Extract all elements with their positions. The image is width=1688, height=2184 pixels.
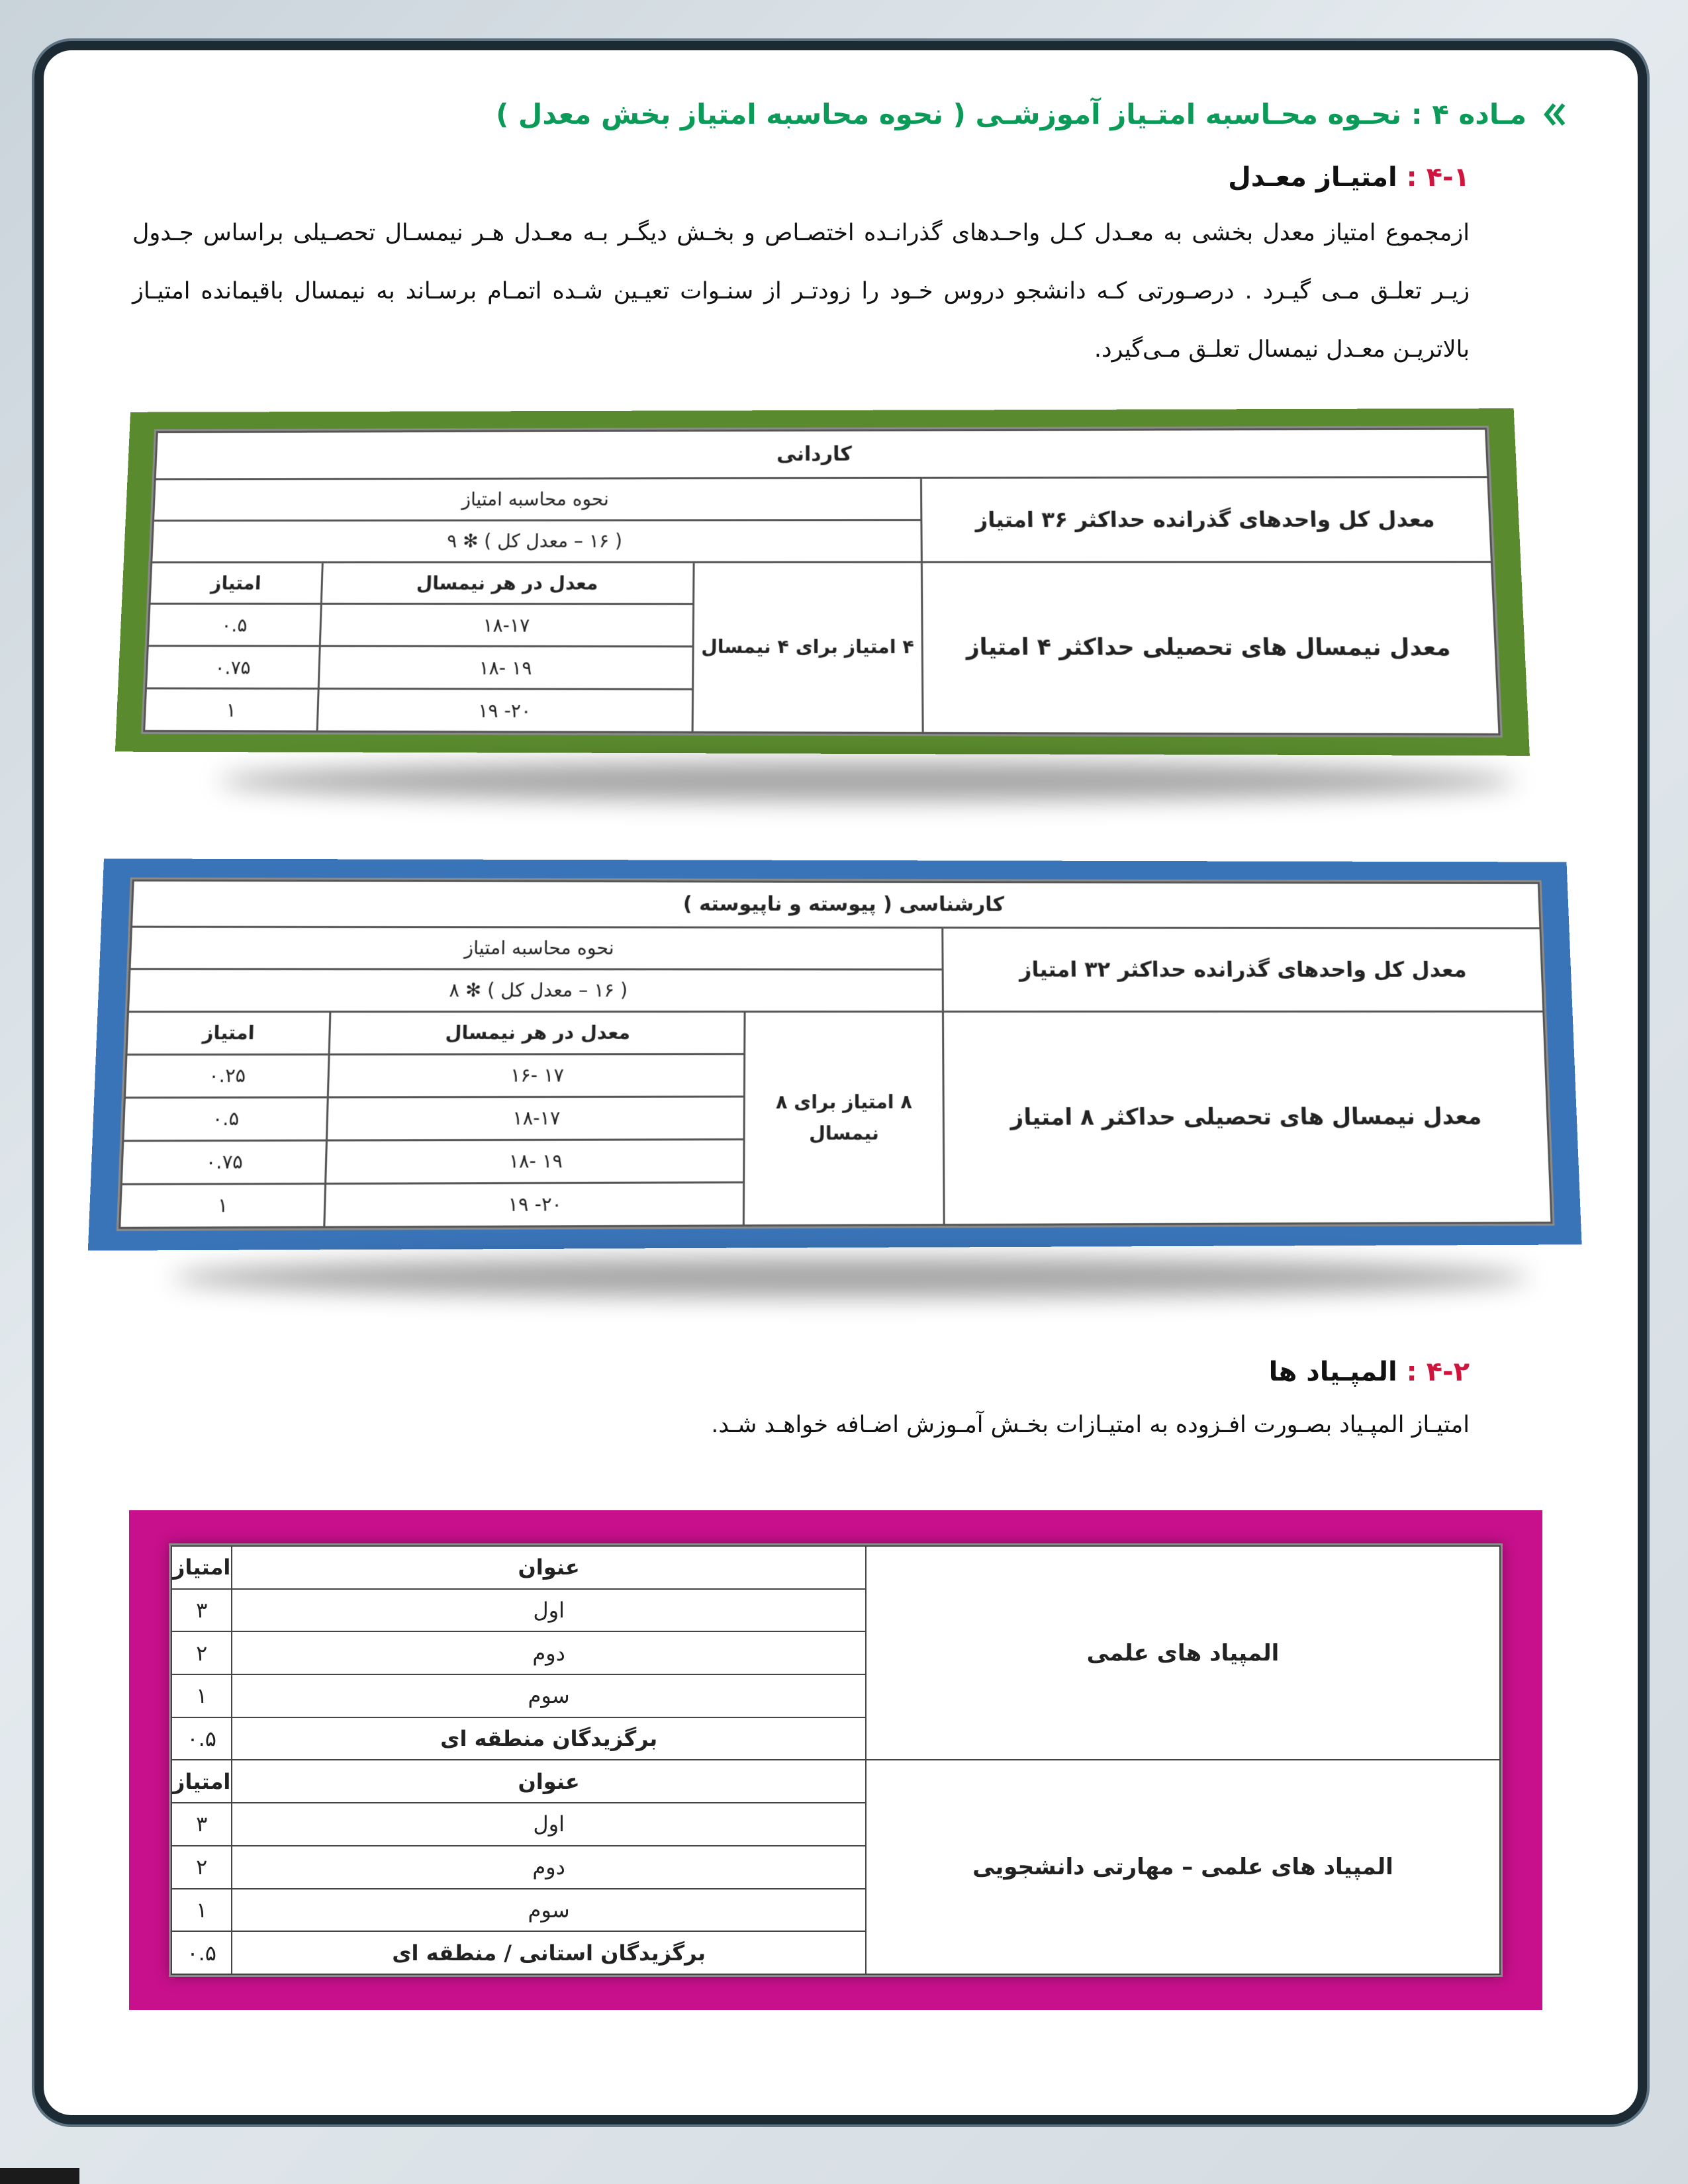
olympiad-col-score: امتیاز (171, 1546, 232, 1589)
section2-heading (1269, 1357, 1470, 1387)
karshenasi-shadow (172, 1257, 1529, 1297)
karshenasi-range: ۱۷ -۱۶ (328, 1054, 745, 1097)
karshenasi-col-avg: معدل در هر نیمسال (329, 1011, 745, 1054)
olympiad-score: ۳ (171, 1589, 232, 1632)
document-title (496, 98, 1569, 130)
kardani-range: ۱۸-۱۷ (320, 604, 694, 647)
karshenasi-semester-label: معدل نیمسال های تحصیلی حداکثر ۸ امتیاز (943, 1011, 1551, 1225)
karshenasi-range: ۱۸-۱۷ (326, 1097, 744, 1140)
olympiad-title: برگزیدگان منطقه ای (232, 1717, 866, 1760)
olympiad-score: ۱ (171, 1674, 232, 1717)
kardani-frame (115, 408, 1530, 756)
olympiad-col-title: عنوان (232, 1546, 866, 1589)
olympiad-title: دوم (232, 1846, 866, 1889)
olympiad-group-name: المپیاد های علمی – مهارتی دانشجویی (866, 1760, 1500, 1974)
karshenasi-range: ۲۰- ۱۹ (324, 1183, 744, 1228)
section1-heading (1228, 162, 1470, 193)
kardani-calc-header: نحوه محاسبه امتیاز (154, 478, 921, 520)
kardani-caption: کاردانی (155, 429, 1488, 479)
kardani-range: ۱۹ -۱۸ (318, 646, 693, 689)
karshenasi-gpa-label: معدل کل واحدهای گذرانده حداکثر ۳۲ امتیاز (943, 927, 1544, 1011)
section1-title: امتیـاز معـدل (1228, 162, 1397, 193)
olympiad-col-title: عنوان (232, 1760, 866, 1803)
kardani-semester-note: ۴ امتیاز برای ۴ نیمسال (692, 562, 923, 733)
section2-number: ۴-۲ : (1406, 1357, 1470, 1387)
olympiad-col-score: امتیاز (171, 1760, 232, 1803)
kardani-col-score: امتیاز (150, 562, 322, 604)
kardani-shadow (218, 761, 1516, 801)
karshenasi-table (118, 880, 1552, 1229)
section1-paragraph: ازمجموع امتیاز معدل بخشی به معـدل کـل واحـدهای گذرانـده اختصـاص و بخـش دیگـر بـه معـدل هـر نیمسـال تحصـیلی براساس جـدول زیـر تعلـق مـی گیـرد . درصـورتی کـه دانشجو دروس خـود را زودتـر از سنـوات تعیـین شـده اتمـام برسـاند به نیمسال باقیمانده امتیـاز بالاتریـن معـدل نیمسال تعلـق مـی‌گیرد. (132, 220, 1470, 363)
title-text: مـاده ۴ : نحـوه محـاسبه امتـیاز آموزشـی ( نحوه محاسبه امتیاز بخش معدل ) (496, 98, 1526, 130)
karshenasi-caption: کارشناسی ( پیوسته و ناپیوسته ) (132, 880, 1540, 928)
kardani-range: ۲۰- ۱۹ (317, 689, 693, 733)
olympiad-frame (129, 1510, 1542, 2010)
olympiad-score: ۳ (171, 1803, 232, 1846)
olympiad-score: ۰.۵ (171, 1717, 232, 1760)
olympiad-title: دوم (232, 1631, 866, 1674)
karshenasi-score: ۰.۲۵ (124, 1054, 329, 1097)
olympiad-score: ۲ (171, 1631, 232, 1674)
olympiad-title: سوم (232, 1889, 866, 1932)
kardani-score: ۰.۷۵ (146, 646, 320, 688)
karshenasi-range: ۱۹ -۱۸ (326, 1140, 745, 1184)
karshenasi-calc-header: نحوه محاسبه امتیاز (130, 927, 943, 970)
karshenasi-semester-note: ۸ امتیاز برای ۸ نیمسال (743, 1011, 944, 1226)
section2-paragraph: امتیـاز المپـیاد بصـورت افـزوده به امتیـازات بخـش آمـوزش اضـافه خواهـد شـد. (711, 1412, 1470, 1438)
section1-number: ۴-۱ : (1406, 162, 1470, 193)
kardani-score: ۱ (144, 688, 318, 731)
kardani-calc-formula: ( ۱۶ – معدل کل ) ✻ ۹ (152, 520, 921, 562)
olympiad-score: ۱ (171, 1889, 232, 1932)
kardani-col-avg: معدل در هر نیمسال (321, 562, 694, 604)
olympiad-title: اول (232, 1803, 866, 1846)
olympiad-title: برگزیدگان استانی / منطقه ای (232, 1931, 866, 1974)
olympiad-group-name: المپیاد های علمی (866, 1546, 1500, 1760)
double-chevron-left-icon (1541, 101, 1569, 128)
kardani-table (143, 428, 1501, 735)
karshenasi-score: ۰.۷۵ (121, 1140, 326, 1184)
karshenasi-score: ۱ (120, 1183, 326, 1228)
kardani-semester-label: معدل نیمسال های تحصیلی حداکثر ۴ امتیاز (921, 562, 1499, 735)
watermark-logo (0, 2168, 79, 2184)
karshenasi-score: ۰.۵ (123, 1097, 328, 1141)
karshenasi-col-score: امتیاز (126, 1011, 330, 1054)
section2-title: المپـیاد ها (1268, 1357, 1397, 1387)
olympiad-title: سوم (232, 1674, 866, 1717)
kardani-score: ۰.۵ (148, 604, 321, 647)
olympiad-title: اول (232, 1589, 866, 1632)
karshenasi-frame (88, 858, 1582, 1250)
olympiad-score: ۲ (171, 1846, 232, 1889)
karshenasi-calc-formula: ( ۱۶ – معدل کل ) ✻ ۸ (128, 969, 943, 1011)
olympiad-table (171, 1545, 1501, 1975)
olympiad-score: ۰.۵ (171, 1931, 232, 1974)
kardani-gpa-label: معدل کل واحدهای گذرانده حداکثر ۳۶ امتیاز (921, 477, 1491, 562)
